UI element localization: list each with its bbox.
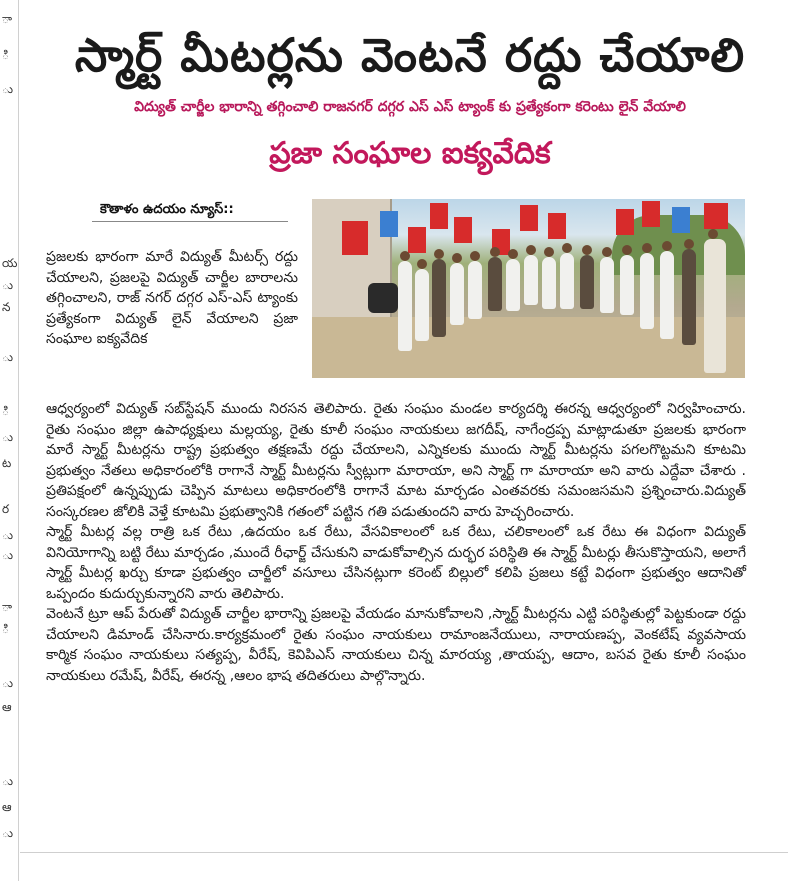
person <box>600 257 614 313</box>
person <box>660 251 674 339</box>
intro-paragraph: ప్రజలకు భారంగా మారే విద్యుత్ మీటర్స్ రద్దు చేయాలని, ప్రజలపై విద్యుత్ చార్జీల బారాలను తగ్గించాలని, రాజ్ నగర్ దగ్గర ఎస్-ఎస్ ట్యాంకు ప్రత్యేకంగా విద్యుత్ లైన్ వేయాలని ప్రజా సంఘాల ఐక్యవేదిక <box>46 249 298 347</box>
margin-fragment: ఆ <box>2 700 12 714</box>
person <box>640 253 654 329</box>
person <box>524 255 538 305</box>
red-flag <box>704 203 728 229</box>
body-paragraph: ఆధ్వర్యంలో విద్యుత్ సబ్‌స్టేషన్ ముందు నిరసన తెలిపారు. రైతు సంఘం మండల కార్యదర్శి ఈరన్న ఆధ్వర్యంలో నిర్వహించారు. రైతు సంఘం జిల్లా ఉపాధ్యక్షులు మల్లయ్య, రైతు కూలీ సంఘం నాయకులు జగదీష్, నాగేంద్రప్ప మాట్లాడుతూ ప్రజలకు భారంగా మారే స్మార్ట్ మీటర్లను రాష్ట్ర ప్రభుత్వం తక్షణమే రద్దు చేయాలని, ఎన్నికలకు ముందు స్మార్ట్ మీటర్లను పగలగొట్టమని కూటమి ప్రభుత్వం నేతలు అధికారంలోకి రాగానే స్మార్ట్ మీటర్లను స్వీట్లుగా మారాయా, అని స్మార్ట్ గా మారాయా అని వారు ఎద్దేవా చేశారు . ప్రతిపక్షంలో ఉన్నప్పుడు చెప్పిన మాటలు అధికారంలోకి రాగానే మాట మార్చడం ఎంతవరకు సమంజసమని ప్రశ్నించారు.విద్యుత్ సంస్కరణల జోలికి వెళ్తే కూటమి ప్రభుత్వానికి గతంలో పట్టిన గతి పడుతుందని వారు హెచ్చరించారు. <box>46 401 746 520</box>
person-head <box>622 245 632 255</box>
person-head <box>470 251 480 261</box>
blue-flag <box>672 207 690 233</box>
red-flag <box>642 201 660 227</box>
motorcycle <box>368 283 398 313</box>
article-dateline: కౌతాళం ఉదయం న్యూస్:: <box>100 202 234 217</box>
person-head <box>544 247 554 257</box>
article-subheadline: విద్యుత్ చార్జీల భారాన్ని తగ్గించాలి రాజనగర్ దగ్గర ఎస్ ఎస్ ట్యాంక్ కు ప్రత్యేకంగా కరెంటు లైన్ వేయాలి <box>134 99 686 115</box>
page-bottom-rule <box>20 852 788 853</box>
person <box>506 259 520 311</box>
person-head <box>508 249 518 259</box>
person-head <box>452 253 462 263</box>
red-flag <box>408 227 426 253</box>
margin-fragment: ట <box>2 456 12 470</box>
photo-ground <box>312 317 745 378</box>
margin-fragment: న <box>2 300 11 314</box>
article-headline: స్మార్ట్ మీటర్లను వెంటనే రద్దు చేయాలి <box>74 28 746 82</box>
dateline-underline <box>92 221 288 222</box>
person <box>620 255 634 315</box>
person <box>682 249 696 345</box>
person <box>488 257 502 311</box>
person <box>468 261 482 319</box>
person-head <box>417 259 427 269</box>
person <box>580 255 594 309</box>
margin-fragment: ా <box>2 12 13 26</box>
margin-fragment: ు <box>2 350 14 364</box>
adjacent-column-edge <box>0 0 19 881</box>
margin-fragment: య <box>2 256 18 270</box>
body-paragraph: వెంటనే ట్రూ ఆప్ పేరుతో విద్యుత్ చార్జీల భారాన్ని ప్రజలపై వేయడం మానుకోవాలని ,స్మార్ట్ మీటర్లను ఎట్టి పరిస్థితుల్లో పెట్టకుండా రద్దు చేయాలని డిమాండ్ చేసినారు.కార్యక్రమంలో రైతు సంఘం నాయకులు రామాంజనేయులు, నారాయణప్ప, వెంకటేష్ వ్యవసాయ కార్మిక సంఘం నాయకులు సత్యప్ప, వీరేష్, కెవిపిఎస్ నాయకులు చిన్న మారయ్య ,తాయప్ప, ఆదాం, బసవ రైతు కూలీ సంఘం నాయకులు రమేష్, వీరేష్, ఈరన్న ,ఆలం భాష తదితరులు పాల్గొన్నారు. <box>46 606 746 684</box>
article-deck: ప్రజా సంఘాల ఐక్యవేదిక <box>269 136 551 171</box>
person <box>560 253 574 309</box>
person-head <box>662 241 672 251</box>
margin-fragment: ు <box>2 548 14 562</box>
red-flag <box>616 209 634 235</box>
red-flag <box>520 205 538 231</box>
protest-photo <box>312 199 745 378</box>
person <box>432 259 446 337</box>
margin-fragment: ు <box>2 430 14 444</box>
margin-fragment: ు <box>2 528 14 542</box>
article-intro-column <box>46 247 298 350</box>
margin-fragment: ఆ <box>2 800 12 814</box>
person <box>704 239 726 373</box>
person-head <box>400 251 410 261</box>
red-flag <box>454 217 472 243</box>
margin-fragment: ు <box>2 278 14 292</box>
red-flag <box>548 213 566 239</box>
margin-fragment: ు <box>2 676 14 690</box>
person-head <box>490 247 500 257</box>
person <box>415 269 429 341</box>
person-head <box>582 245 592 255</box>
person-head <box>708 229 718 239</box>
red-flag <box>342 221 368 255</box>
person-head <box>602 247 612 257</box>
person <box>398 261 412 351</box>
margin-fragment: ర <box>2 502 10 516</box>
margin-fragment: ి <box>2 48 9 62</box>
margin-fragment: ు <box>2 826 14 840</box>
person-head <box>562 243 572 253</box>
person <box>542 257 556 309</box>
margin-fragment: ు <box>2 774 14 788</box>
margin-fragment: ి <box>2 404 9 418</box>
margin-fragment: ు <box>2 82 14 96</box>
margin-fragment: ి <box>2 622 9 636</box>
article-body <box>46 399 746 686</box>
person-head <box>434 249 444 259</box>
person-head <box>526 245 536 255</box>
margin-fragment: ా <box>2 600 13 614</box>
body-paragraph: స్మార్ట్ మీటర్ల వల్ల రాత్రి ఒక రేటు ,ఉదయం ఒక రేటు, వేసవికాలంలో ఒక రేటు, చలికాలంలో ఒక రేటు ఈ విధంగా విద్యుత్ వినియోగాన్ని బట్టి రేటు మార్చడం ,ముందే రీఛార్జ్ చేసుకుని వాడుకోవాల్సిన దుర్భర పరిస్థితి ఈ స్మార్ట్ మీటర్లు తీసుకొస్తాయని, అలాగే స్మార్ట్ మీటర్ల ఖర్చు కూడా ప్రభుత్వం చార్జీలో వసూలు చేసినట్లుగా కరెంట్ బిల్లులో కలిపి ప్రజలు కట్టే విధంగా ప్రభుత్వం ఆదానితో ఒప్పందం కుదుర్చుకున్నారని వారు తెలిపారు. <box>46 524 746 602</box>
red-flag <box>430 203 448 229</box>
person-head <box>684 239 694 249</box>
person <box>450 263 464 325</box>
blue-flag <box>380 211 398 237</box>
person-head <box>642 243 652 253</box>
